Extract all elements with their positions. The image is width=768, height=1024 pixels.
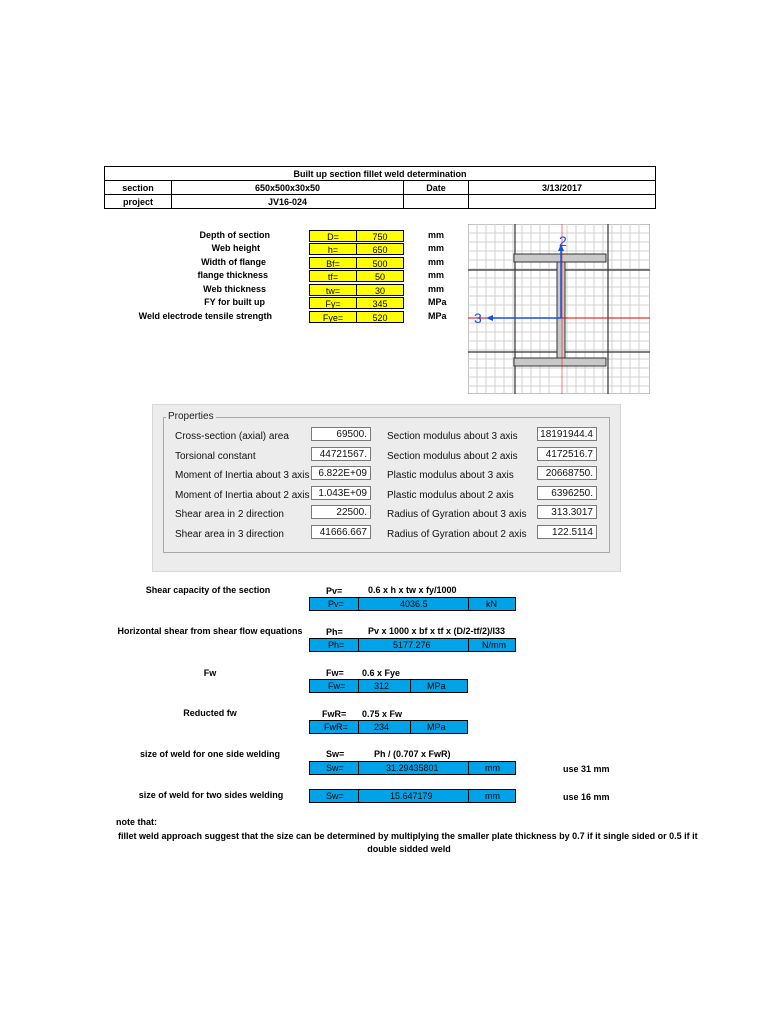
property-value: 313.3017	[537, 505, 597, 519]
result-symbol: Sw=	[326, 763, 344, 773]
input-unit: MPa	[428, 297, 447, 307]
property-value: 41666.667	[311, 525, 371, 539]
result-value: 234	[374, 722, 390, 732]
result-box	[309, 597, 516, 611]
input-label: Width of flange	[201, 257, 266, 267]
property-value: 44721567.	[311, 447, 371, 461]
project-value: JV16-024	[172, 195, 404, 209]
property-value: 4172516.7	[537, 447, 597, 461]
property-value: 22500.	[311, 505, 371, 519]
axis-2-label: 2	[559, 233, 567, 249]
section-value: 650x500x30x50	[172, 181, 404, 195]
result-symbol: FwR=	[324, 722, 348, 732]
calc-description: size of weld for two sides welding	[138, 790, 284, 800]
input-value[interactable]: 500	[356, 257, 404, 269]
property-label: Torsional constant	[175, 451, 256, 462]
input-unit: mm	[428, 230, 445, 240]
calc-symbol: Fw=	[326, 668, 344, 678]
section-diagram	[468, 224, 650, 394]
input-label: Web thickness	[203, 284, 266, 294]
property-label: Moment of Inertia about 2 axis	[175, 490, 310, 501]
sheet-title: Built up section fillet weld determination	[105, 167, 656, 181]
calc-symbol: Ph=	[326, 627, 343, 637]
input-value[interactable]: 750	[356, 230, 404, 242]
result-symbol: Pv=	[328, 599, 344, 609]
input-label: Weld electrode tensile strength	[138, 311, 272, 321]
calc-symbol: FwR=	[322, 709, 347, 719]
input-value[interactable]: 650	[356, 243, 404, 255]
result-unit: kN	[486, 599, 497, 609]
property-value: 6396250.	[537, 486, 597, 500]
result-box	[309, 720, 468, 734]
result-unit: N/mm	[482, 640, 506, 650]
result-box	[309, 789, 516, 803]
header-table	[104, 166, 656, 209]
date-value: 3/13/2017	[469, 181, 656, 195]
property-label: Plastic modulus about 3 axis	[387, 470, 514, 481]
section-label: section	[105, 181, 172, 195]
result-unit: mm	[485, 791, 500, 801]
result-unit: MPa	[427, 681, 446, 691]
property-value: 20668750.	[537, 466, 597, 480]
note-line-1: fillet weld approach suggest that the size can be determined by multiplying the smaller plate thickness by 0.7 if it single sided or 0.5 if it	[118, 831, 698, 841]
property-value: 6.822E+09	[311, 466, 371, 480]
input-value[interactable]: 520	[356, 311, 404, 323]
note-title: note that:	[116, 817, 157, 827]
property-value: 122.5114	[537, 525, 597, 539]
input-unit: mm	[428, 243, 445, 253]
input-unit: mm	[428, 284, 445, 294]
use-note: use 16 mm	[563, 792, 610, 802]
property-label: Cross-section (axial) area	[175, 431, 289, 442]
result-box	[309, 761, 516, 775]
empty-cell	[469, 195, 656, 209]
properties-panel	[152, 404, 621, 572]
property-label: Moment of Inertia about 3 axis	[175, 470, 310, 481]
property-label: Radius of Gyration about 3 axis	[387, 509, 527, 520]
property-label: Radius of Gyration about 2 axis	[387, 529, 527, 540]
calc-description: size of weld for one side welding	[139, 749, 281, 759]
property-value: 69500.	[311, 427, 371, 441]
calc-description: Horizontal shear from shear flow equations	[117, 626, 303, 636]
result-unit: mm	[485, 763, 500, 773]
properties-title: Properties	[168, 411, 214, 422]
property-label: Plastic modulus about 2 axis	[387, 490, 514, 501]
input-symbol: Fy=	[309, 297, 357, 309]
empty-cell	[404, 195, 469, 209]
input-symbol: Bf=	[309, 257, 357, 269]
property-value: 18191944.4	[537, 427, 597, 441]
property-label: Section modulus about 2 axis	[387, 451, 518, 462]
calc-formula: Ph / (0.707 x FwR)	[374, 749, 451, 759]
calc-symbol: Sw=	[326, 749, 345, 759]
property-label: Section modulus about 3 axis	[387, 431, 518, 442]
input-label: Web height	[211, 243, 260, 253]
input-value[interactable]: 30	[356, 284, 404, 296]
use-note: use 31 mm	[563, 764, 610, 774]
result-symbol: Sw=	[326, 791, 344, 801]
input-symbol: tw=	[309, 284, 357, 296]
result-value: 15.647179	[390, 791, 433, 801]
result-box	[309, 679, 468, 693]
note-line-2: double sidded weld	[367, 844, 451, 854]
result-symbol: Fw=	[328, 681, 346, 691]
i-section-drawing	[468, 224, 650, 394]
calc-formula: 0.6 x h x tw x fy/1000	[368, 585, 457, 595]
calc-description: Fw	[203, 668, 217, 678]
result-unit: MPa	[427, 722, 446, 732]
input-symbol: h=	[309, 243, 357, 255]
result-value: 31.29435801	[386, 763, 439, 773]
date-label: Date	[404, 181, 469, 195]
calc-formula: 0.6 x Fye	[362, 668, 401, 678]
calc-formula: Pv x 1000 x bf x tf x (D/2-tf/2)/I33	[368, 626, 506, 636]
project-label: project	[105, 195, 172, 209]
input-unit: mm	[428, 257, 445, 267]
axis-3-label: 3	[474, 310, 482, 326]
result-value: 312	[374, 681, 390, 691]
property-label: Shear area in 3 direction	[175, 529, 284, 540]
property-label: Shear area in 2 direction	[175, 509, 284, 520]
calc-description: Reducted fw	[183, 708, 237, 718]
calc-symbol: Pv=	[326, 586, 343, 596]
input-label: FY for built up	[204, 297, 265, 307]
result-symbol: Ph=	[328, 640, 345, 650]
property-value: 1.043E+09	[311, 486, 371, 500]
result-value: 5177.276	[393, 640, 431, 650]
input-unit: MPa	[428, 311, 447, 321]
result-value: 4036.5	[400, 599, 428, 609]
input-symbol: tf=	[309, 270, 357, 282]
calc-formula: 0.75 x Fw	[362, 709, 403, 719]
calc-description: Shear capacity of the section	[145, 585, 271, 595]
input-label: Depth of section	[199, 230, 270, 240]
input-value[interactable]: 50	[356, 270, 404, 282]
input-value[interactable]: 345	[356, 297, 404, 309]
input-symbol: Fye=	[309, 311, 357, 323]
input-symbol: D=	[309, 230, 357, 242]
input-label: flange thickness	[197, 270, 268, 280]
input-unit: mm	[428, 270, 445, 280]
result-box	[309, 638, 516, 652]
